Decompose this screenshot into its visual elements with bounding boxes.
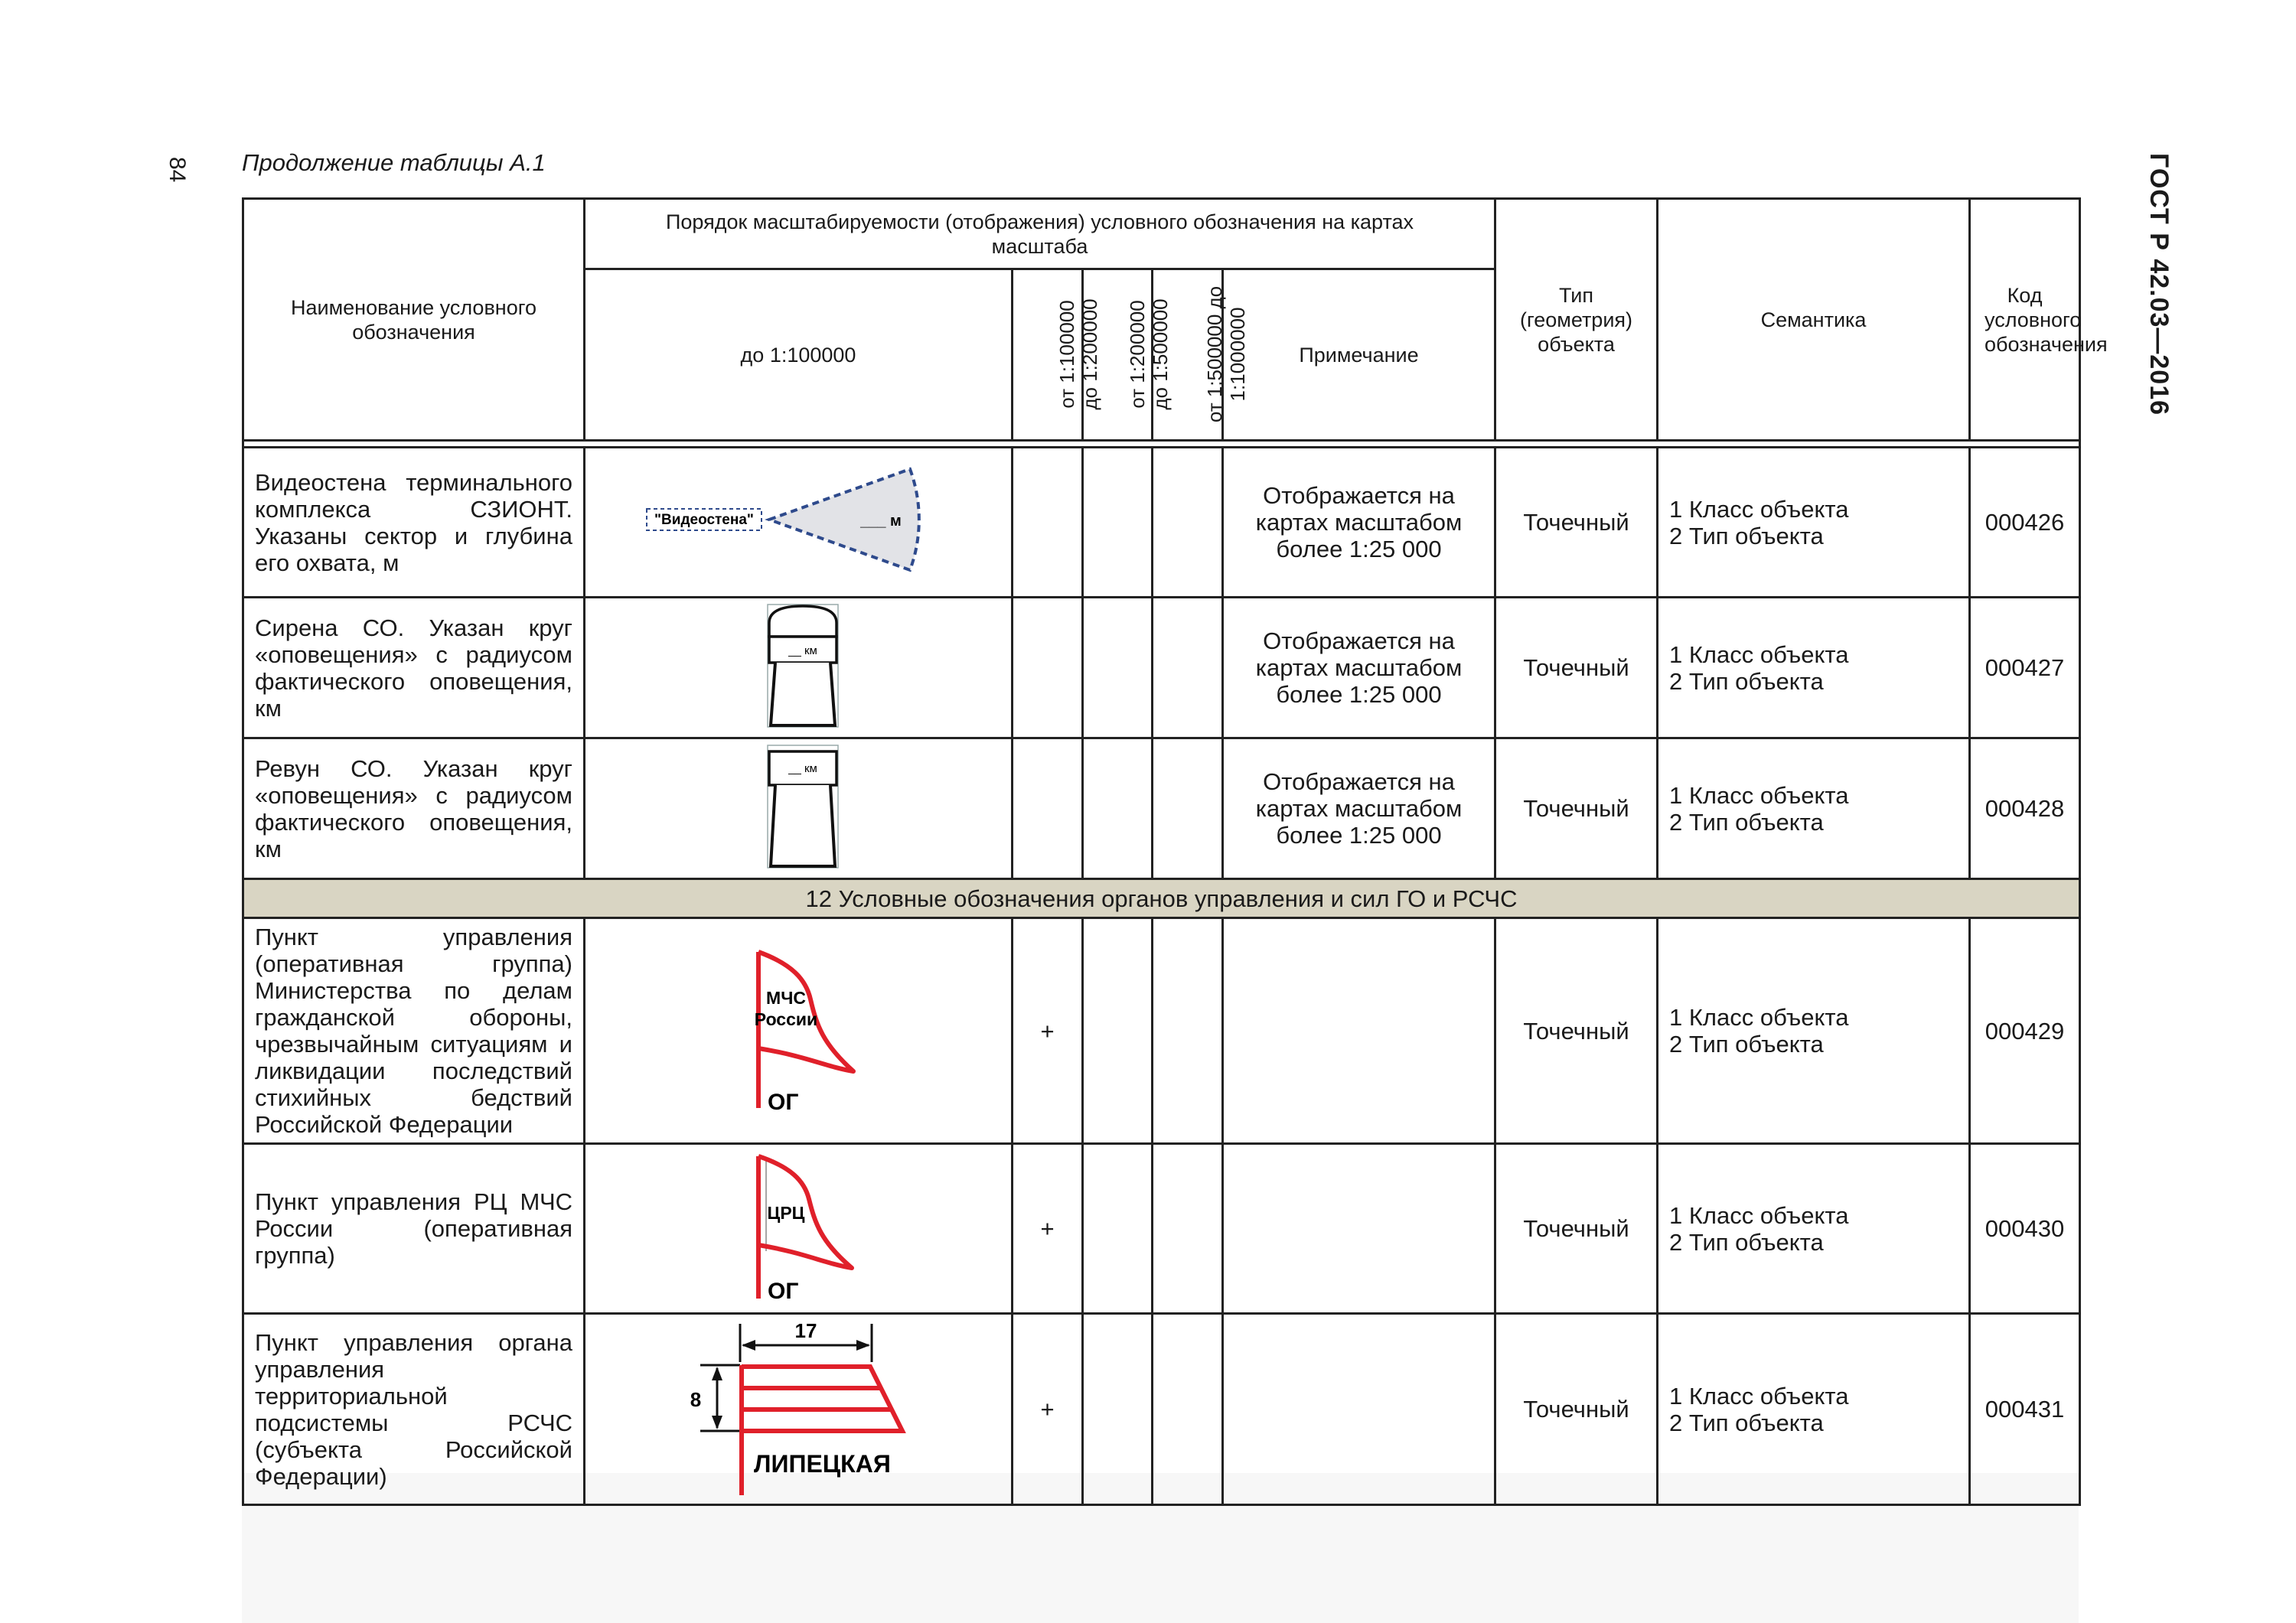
header-name: Наименование условного обозначения <box>243 199 585 441</box>
standard-designation: ГОСТ Р 42.03—2016 <box>2144 153 2174 416</box>
scale-3-cell <box>1083 918 1153 1144</box>
semantics-line-2: 2 Тип объекта <box>1669 808 1824 836</box>
scale-4-cell <box>1153 1314 1223 1505</box>
code-cell: 000431 <box>1970 1314 2080 1505</box>
scale-2-cell <box>1013 448 1083 598</box>
header-semantics: Семантика <box>1658 199 1970 441</box>
semantics-line-2: 2 Тип объекта <box>1669 1228 1824 1256</box>
scale-3-cell <box>1083 1144 1153 1314</box>
territorial-flag-symbol <box>660 1315 936 1498</box>
table-row <box>243 918 2080 1144</box>
section-row <box>243 879 2080 918</box>
videowall-symbol <box>645 452 951 587</box>
type-cell: Точечный <box>1495 598 1658 738</box>
type-cell: Точечный <box>1495 738 1658 879</box>
semantics-line-1: 1 Класс объекта <box>1669 1004 1849 1031</box>
scale-3-cell <box>1083 448 1153 598</box>
howler-symbol <box>752 741 844 871</box>
scale-3-cell <box>1083 1314 1153 1505</box>
svg-text:17: 17 <box>794 1319 817 1342</box>
note-cell <box>1223 1144 1495 1314</box>
semantics-line-2: 2 Тип объекта <box>1669 667 1824 695</box>
svg-text:ЦРЦ: ЦРЦ <box>767 1203 805 1223</box>
semantics-line-1: 1 Класс объекта <box>1669 640 1849 668</box>
note-cell: Отображается на картах масштабом более 1:25 000 <box>1223 738 1495 879</box>
semantics-cell <box>1658 598 1970 738</box>
continuation-title: Продолжение таблицы А.1 <box>242 149 546 176</box>
header-scale-3: от 1:200000 до 1:500000 <box>1083 269 1153 441</box>
svg-text:__ км: __ км <box>788 762 817 775</box>
svg-text:"Видеостена": "Видеостена" <box>654 512 754 528</box>
semantics-cell <box>1658 918 1970 1144</box>
scale-2-cell: + <box>1013 1314 1083 1505</box>
header-code: Код условного обозначения <box>1970 199 2080 441</box>
symbol-image <box>585 1144 1013 1314</box>
svg-text:8: 8 <box>690 1388 702 1411</box>
svg-text:ОГ: ОГ <box>768 1089 799 1115</box>
type-cell: Точечный <box>1495 1144 1658 1314</box>
symbol-name: Ревун СО. Указан круг «оповещения» с радиусом фактического оповещения, км <box>243 738 585 879</box>
header-separator <box>243 441 2080 448</box>
semantics-line-1: 1 Класс объекта <box>1669 1382 1849 1410</box>
code-cell: 000428 <box>1970 738 2080 879</box>
svg-text:___ м: ___ м <box>860 513 902 530</box>
symbols-table <box>242 197 2108 1506</box>
table-row <box>243 1144 2080 1314</box>
scale-4-cell <box>1153 448 1223 598</box>
semantics-line-2: 2 Тип объекта <box>1669 1409 1824 1436</box>
symbol-name: Видеостена терминального комплекса СЗИОНТ. Указаны сектор и глубина его охвата, м <box>243 448 585 598</box>
header-scale-2: от 1:100000 до 1:200000 <box>1013 269 1083 441</box>
rc-flag-symbol <box>722 1146 875 1306</box>
code-cell: 000426 <box>1970 448 2080 598</box>
scale-3-cell <box>1083 738 1153 879</box>
code-cell: 000427 <box>1970 598 2080 738</box>
scale-4-cell <box>1153 918 1223 1144</box>
semantics-line-2: 2 Тип объекта <box>1669 1031 1824 1058</box>
symbol-image <box>585 448 1013 598</box>
scale-4-cell <box>1153 598 1223 738</box>
page-number: 84 <box>165 157 190 183</box>
type-cell: Точечный <box>1495 918 1658 1144</box>
symbol-name: Сирена СО. Указан круг «оповещения» с радиусом фактического оповещения, км <box>243 598 585 738</box>
symbol-name: Пункт управления РЦ МЧС России (оперативная группа) <box>243 1144 585 1314</box>
header-note: Примечание <box>1223 269 1495 441</box>
symbol-image <box>585 1314 1013 1505</box>
semantics-line-1: 1 Класс объекта <box>1669 1201 1849 1229</box>
type-cell: Точечный <box>1495 448 1658 598</box>
code-cell: 000429 <box>1970 918 2080 1144</box>
symbol-name: Пункт управления (оперативная группа) Министерства по делам гражданской обороны, чрезвычайным ситуациям и ликвидации последствий стихийных бедствий Российской Федерации <box>243 918 585 1144</box>
symbol-name: Пункт управления органа управления территориальной подсистемы РСЧС (субъекта Российской Федерации) <box>243 1314 585 1505</box>
svg-text:России: России <box>754 1009 818 1029</box>
siren-symbol <box>752 600 844 730</box>
type-cell: Точечный <box>1495 1314 1658 1505</box>
scale-3-cell <box>1083 598 1153 738</box>
symbol-image <box>585 738 1013 879</box>
semantics-line-2: 2 Тип объекта <box>1669 522 1824 549</box>
header-scale-group: Порядок масштабируемости (отображения) условного обозначения на картах масштаба <box>585 199 1495 269</box>
section-title: 12 Условные обозначения органов управления и сил ГО и РСЧС <box>243 879 2080 918</box>
table-row <box>243 738 2080 879</box>
note-cell: Отображается на картах масштабом более 1:25 000 <box>1223 598 1495 738</box>
table-row <box>243 448 2080 598</box>
scale-2-cell: + <box>1013 918 1083 1144</box>
table-row <box>243 1314 2080 1505</box>
semantics-line-1: 1 Класс объекта <box>1669 781 1849 809</box>
header-type: Тип (геометрия) объекта <box>1495 199 1658 441</box>
svg-text:МЧС: МЧС <box>766 987 806 1008</box>
svg-text:ОГ: ОГ <box>768 1279 799 1304</box>
note-cell <box>1223 918 1495 1144</box>
semantics-cell <box>1658 448 1970 598</box>
scale-4-cell <box>1153 1144 1223 1314</box>
header-scale-4: от 1:500000 до 1:1000000 <box>1153 269 1223 441</box>
mchs-flag-symbol <box>722 937 875 1120</box>
scale-2-cell: + <box>1013 1144 1083 1314</box>
note-cell <box>1223 1314 1495 1505</box>
scale-2-cell <box>1013 598 1083 738</box>
svg-text:ЛИПЕЦКАЯ: ЛИПЕЦКАЯ <box>754 1450 891 1478</box>
symbol-image <box>585 598 1013 738</box>
scale-4-cell <box>1153 738 1223 879</box>
semantics-cell <box>1658 1314 1970 1505</box>
svg-text:__ км: __ км <box>788 644 817 657</box>
semantics-line-1: 1 Класс объекта <box>1669 495 1849 523</box>
symbol-image <box>585 918 1013 1144</box>
code-cell: 000430 <box>1970 1144 2080 1314</box>
semantics-cell <box>1658 1144 1970 1314</box>
semantics-cell <box>1658 738 1970 879</box>
note-cell: Отображается на картах масштабом более 1:25 000 <box>1223 448 1495 598</box>
header-scale-1: до 1:100000 <box>585 269 1013 441</box>
scale-2-cell <box>1013 738 1083 879</box>
table-row <box>243 598 2080 738</box>
